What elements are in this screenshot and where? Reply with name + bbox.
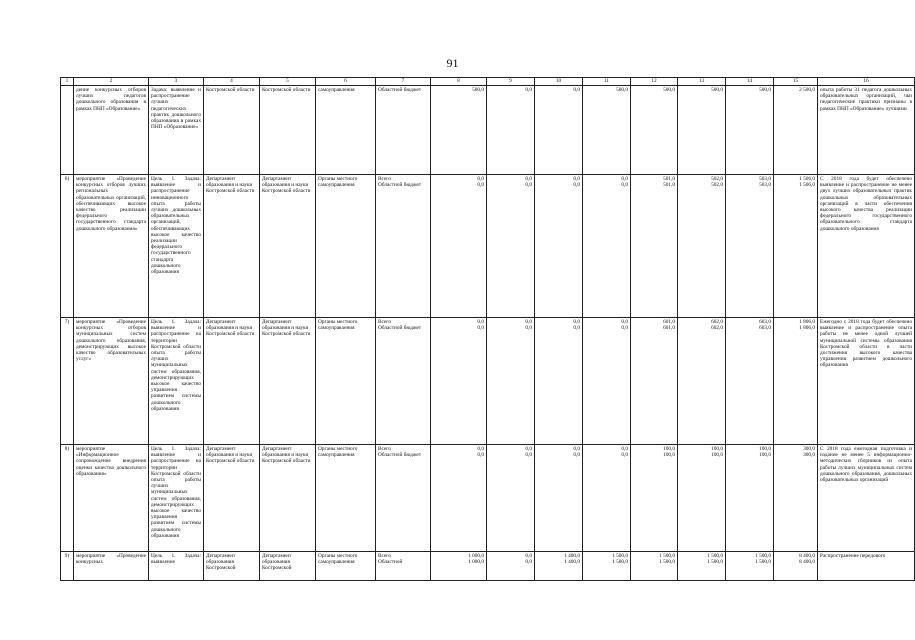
col-header: 8 <box>431 78 487 86</box>
col-header: 1 <box>61 78 74 86</box>
expected-result: С 2018 года ежегодная подготовка и издание не менее 5 информационно-методических сборников из опыта работы лучших муниципальных систем дошкольного образования, дошкольных образовательных организаций <box>818 445 915 552</box>
event-name: мероприятие «Проведение конкурсных <box>74 552 149 581</box>
program-table-sheet <box>60 77 912 597</box>
program-activities-table <box>60 77 915 581</box>
col-header: 3 <box>149 78 204 86</box>
amount-col-13: 500,0 <box>678 86 726 175</box>
amount-col-13: 502,0 502,0 <box>678 175 726 318</box>
amount-col-11: 500,0 <box>583 86 631 175</box>
amount-col-12: 100,0 100,0 <box>631 445 678 552</box>
amount-col-10: 0,0 0,0 <box>535 175 583 318</box>
amount-col-8: 500,0 <box>431 86 487 175</box>
amount-col-13: 1 500,0 1 500,0 <box>678 552 726 581</box>
funding-source: Всего Областной бюджет <box>376 175 431 318</box>
participants: Органы местного самоуправления <box>316 175 376 318</box>
expected-result: С 2018 года будет обеспечено выявление и распространение не менее двух лучших образовательных практик дошкольных образовательных организаций в части обеспечения высокого качества реализации федерального государственного образовательного стандарта дошкольного образования <box>818 175 915 318</box>
funding-source: Всего Областной бюджет <box>376 445 431 552</box>
amount-col-11: 1 500,0 1 500,0 <box>583 552 631 581</box>
table-row <box>61 552 915 581</box>
col-header: 6 <box>316 78 376 86</box>
amount-total: 1 506,0 1 506,0 <box>774 175 818 318</box>
col-header: 15 <box>774 78 818 86</box>
amount-col-9: 0,0 <box>487 86 535 175</box>
table-row <box>61 445 915 552</box>
amount-col-14: 1 500,0 1 500,0 <box>726 552 774 581</box>
col-header: 12 <box>631 78 678 86</box>
amount-col-8: 0,0 0,0 <box>431 175 487 318</box>
column-number-row <box>61 78 915 86</box>
col-header: 2 <box>74 78 149 86</box>
amount-col-9: 0,0 0,0 <box>487 175 535 318</box>
col-header: 5 <box>260 78 316 86</box>
amount-col-14: 503,0 503,0 <box>726 175 774 318</box>
responsible-executor: Департамент образования и науки Костромской области <box>204 445 260 552</box>
table-row <box>61 318 915 445</box>
col-header: 7 <box>376 78 431 86</box>
goal-task: Задача: выявление и распространение лучших педагогических практик дошкольного образования в рамках ПНП «Образование» <box>149 86 204 175</box>
amount-col-10: 0,0 0,0 <box>535 318 583 445</box>
col-header: 14 <box>726 78 774 86</box>
row-number: 7) <box>61 318 74 445</box>
amount-col-12: 500,0 <box>631 86 678 175</box>
goal-task: Цель 1. Задача: выявление и распространение на территории Костромской области опыта работы лучших муниципальных систем образования, демонстрирующих высокое качество управления развитием системы дошкольного образования <box>149 318 204 445</box>
amount-col-14: 500,0 <box>726 86 774 175</box>
amount-col-12: 501,0 501,0 <box>631 175 678 318</box>
row-number: 9) <box>61 552 74 581</box>
amount-total: 300,0 300,0 <box>774 445 818 552</box>
participants: самоуправления <box>316 86 376 175</box>
responsible-executor: Костромской области <box>204 86 260 175</box>
amount-col-10: 1 400,0 1 400,0 <box>535 552 583 581</box>
amount-col-9: 0,0 0,0 <box>487 552 535 581</box>
amount-total: 1 806,0 1 806,0 <box>774 318 818 445</box>
goal-task: Цель 1. Задача: выявление и распространение на территории Костромской области опыта работы лучших муниципальных систем образования, демонстрирующих высокое качество управления развитием системы дошкольного образования <box>149 445 204 552</box>
amount-total: 8 400,0 8 400,0 <box>774 552 818 581</box>
goal-task: Цель 1. Задача: выявление <box>149 552 204 581</box>
amount-col-14: 100,0 100,0 <box>726 445 774 552</box>
row-number <box>61 86 74 175</box>
responsible-executor: Департамент образования и науки Костромской области <box>204 175 260 318</box>
expected-result: Ежегодно с 2018 года будет обеспечено выявление и распространение опыта работы не менее одной лучшей муниципальной системы образования Костромской области в части достижения высокого качества управления развитием дошкольного образования <box>818 318 915 445</box>
responsible-executor: Департамент образования и науки Костромской области <box>204 318 260 445</box>
event-name: мероприятие «Проведение конкурсных отборов лучших региональных образовательных организаций, обеспечивающих высокое качество реализации федерального государственного стандарта дошкольного образования» <box>74 175 149 318</box>
goal-task: Цель 1. Задача: выявление и распространение инновационного опыта работы лучших дошкольных образовательных организаций, обеспечивающих высокое качество реализации федерального государственного стандарта дошкольного образования <box>149 175 204 318</box>
amount-col-9: 0,0 0,0 <box>487 445 535 552</box>
col-header: 11 <box>583 78 631 86</box>
amount-col-13: 602,0 602,0 <box>678 318 726 445</box>
expected-result: опыта работы 31 педагога дошкольных образовательных организаций, чьи педагогические практики признаны в рамках ПНП «Образование» лучшими <box>818 86 915 175</box>
co-executor: Департамент образования и науки Костромской области <box>260 445 316 552</box>
amount-col-10: 0,0 0,0 <box>535 445 583 552</box>
co-executor: Департамент образования и науки Костромской области <box>260 318 316 445</box>
page-number: 91 <box>446 56 459 70</box>
funding-source: Всего Областной бюджет <box>376 318 431 445</box>
event-name: мероприятие «Проведение конкурсных отборов муниципальных систем дошкольного образования, демонстрирующих высокое качество образовательных услуг» <box>74 318 149 445</box>
funding-source: Областной бюджет <box>376 86 431 175</box>
expected-result: Распространение передового <box>818 552 915 581</box>
table-row <box>61 175 915 318</box>
amount-col-10: 0,0 <box>535 86 583 175</box>
co-executor: Департамент образования Костромской <box>260 552 316 581</box>
amount-col-12: 1 500,0 1 500,0 <box>631 552 678 581</box>
co-executor: Костромской области <box>260 86 316 175</box>
row-number: 8) <box>61 445 74 552</box>
funding-source: Всего Областной <box>376 552 431 581</box>
participants: Органы местного самоуправления <box>316 445 376 552</box>
amount-col-8: 0,0 0,0 <box>431 445 487 552</box>
amount-col-13: 100,0 100,0 <box>678 445 726 552</box>
co-executor: Департамент образования и науки Костромской области <box>260 175 316 318</box>
col-header: 10 <box>535 78 583 86</box>
amount-col-8: 0,0 0,0 <box>431 318 487 445</box>
amount-col-11: 0,0 0,0 <box>583 175 631 318</box>
col-header: 13 <box>678 78 726 86</box>
amount-total: 2 500,0 <box>774 86 818 175</box>
participants: Органы местного самоуправления <box>316 318 376 445</box>
amount-col-8: 1 000,0 1 000,0 <box>431 552 487 581</box>
amount-col-14: 603,0 603,0 <box>726 318 774 445</box>
col-header: 16 <box>818 78 915 86</box>
event-name: дение конкурсных отборов лучших педагогов дошкольного образования в рамках ПНП «Образование» <box>74 86 149 175</box>
amount-col-9: 0,0 0,0 <box>487 318 535 445</box>
table-row <box>61 86 915 175</box>
amount-col-12: 601,0 601,0 <box>631 318 678 445</box>
col-header: 9 <box>487 78 535 86</box>
event-name: мероприятие «Информационное сопровождение внедрения оценки качества дошкольного образования» <box>74 445 149 552</box>
col-header: 4 <box>204 78 260 86</box>
amount-col-11: 0,0 0,0 <box>583 318 631 445</box>
amount-col-11: 0,0 0,0 <box>583 445 631 552</box>
row-number: 6) <box>61 175 74 318</box>
participants: Органы местного самоуправления <box>316 552 376 581</box>
responsible-executor: Департамент образования Костромской <box>204 552 260 581</box>
